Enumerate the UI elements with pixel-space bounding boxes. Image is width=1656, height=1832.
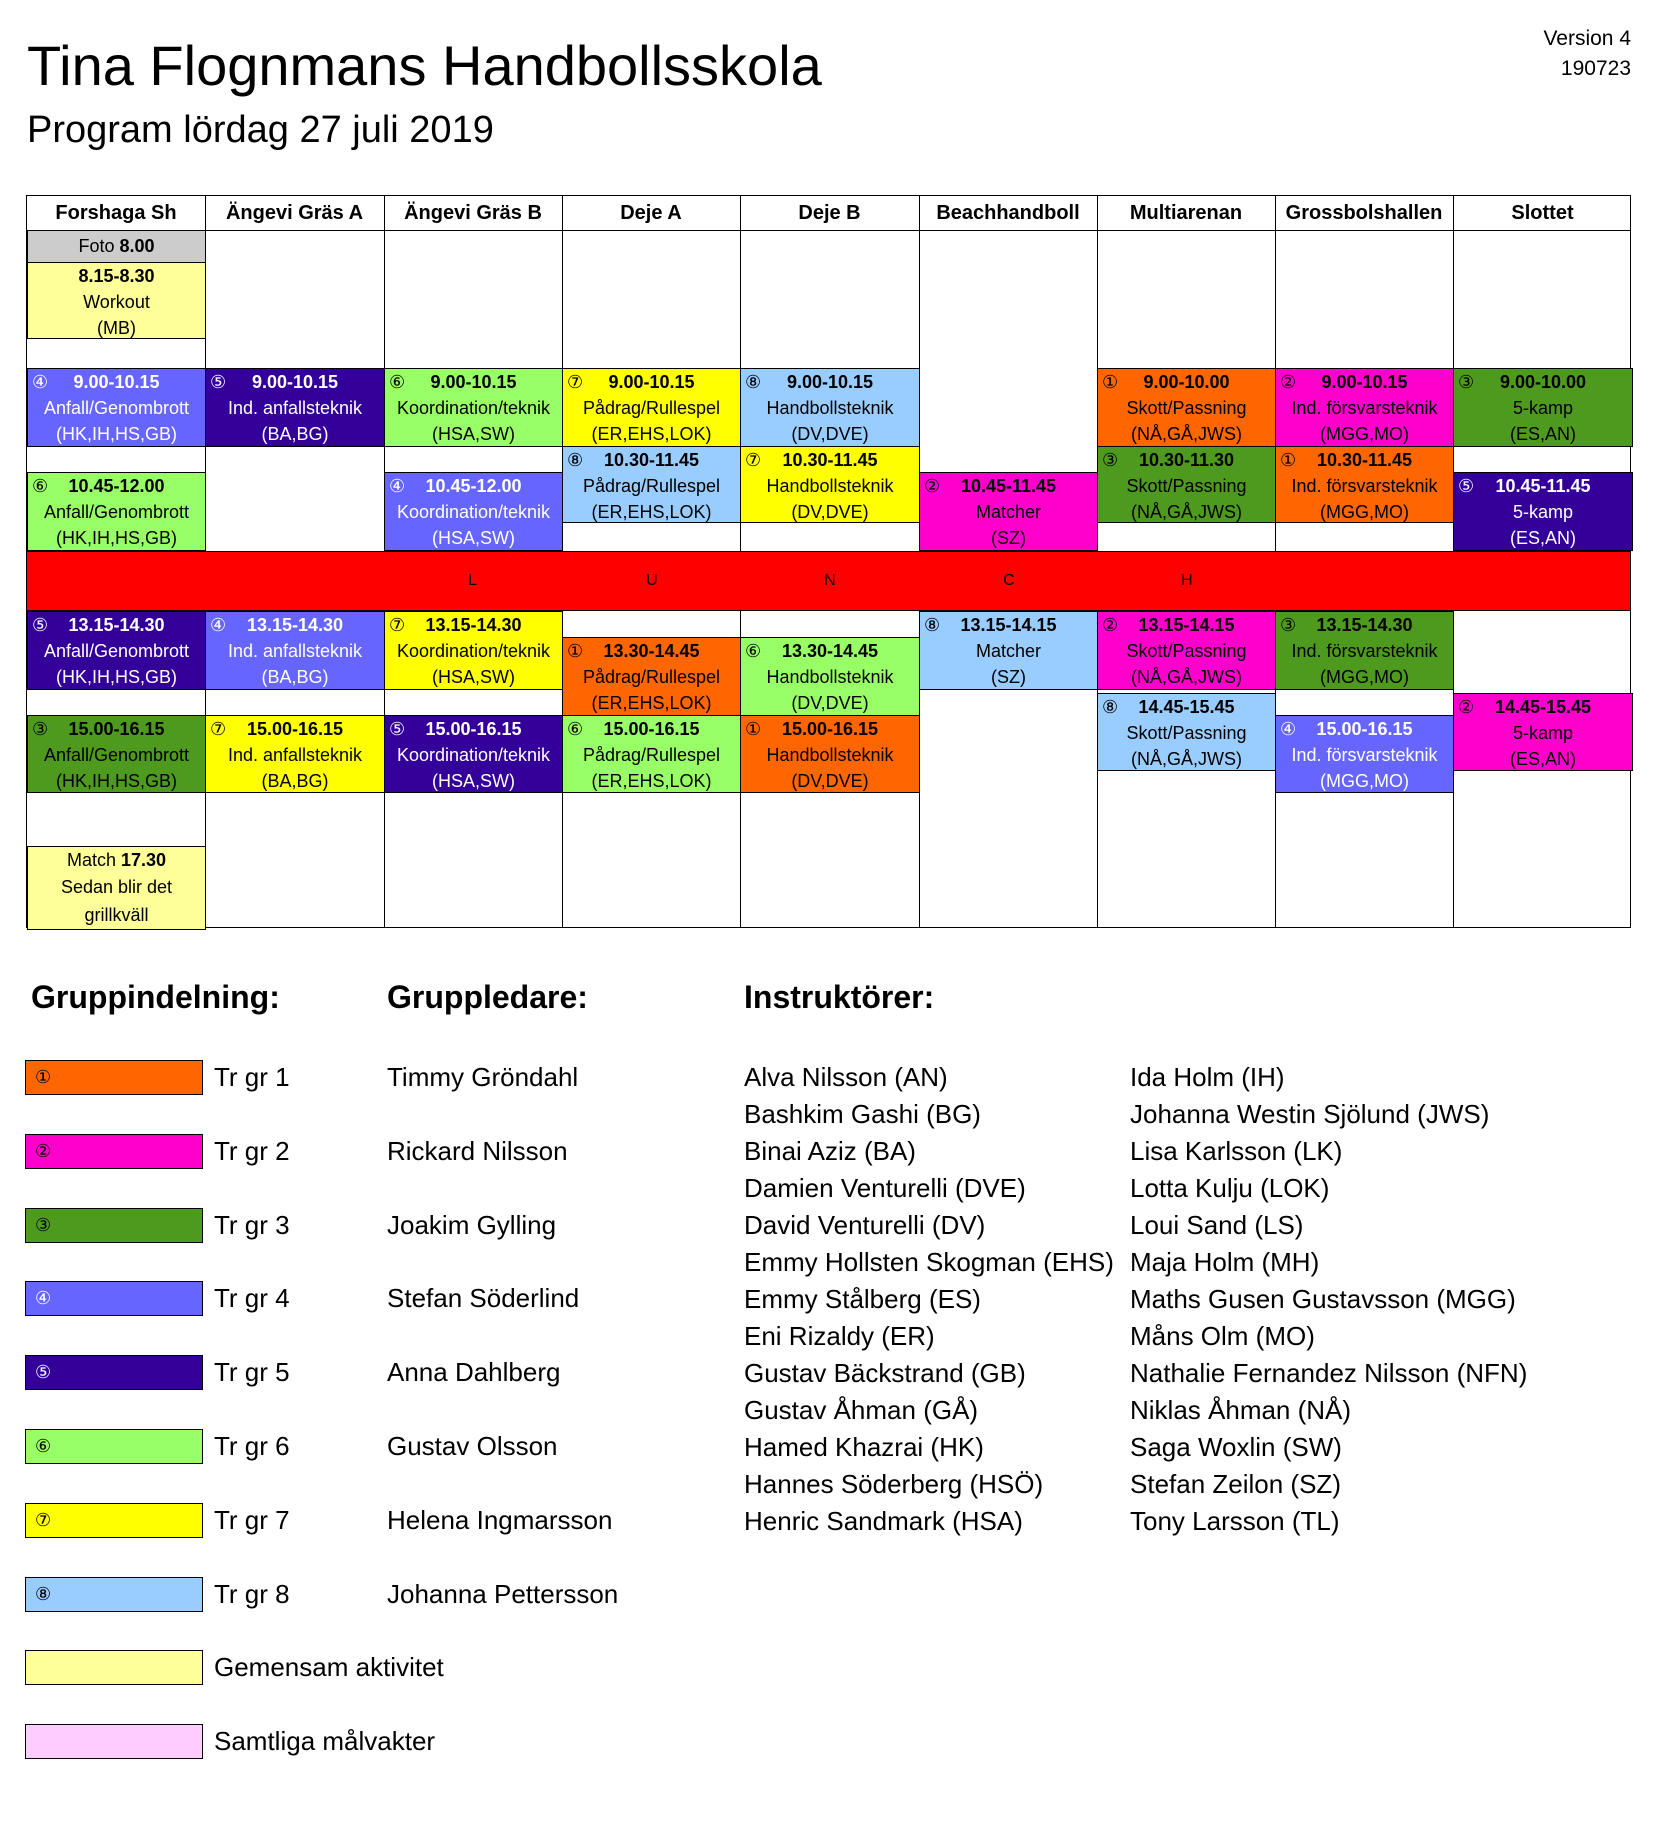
instructor-name: Nathalie Fernandez Nilsson (NFN) <box>1130 1358 1528 1388</box>
cell-activity: Handbollsteknik <box>766 398 894 418</box>
cell-activity: Match <box>66 850 116 870</box>
group-number-icon: ① <box>1102 372 1119 392</box>
group-number-icon: ③ <box>1102 450 1119 470</box>
cell-instructors: (SZ) <box>991 667 1026 687</box>
cell-instructors: (ES,AN) <box>1509 528 1576 548</box>
cell-instructors: (BA,BG) <box>261 667 329 687</box>
group-number-icon: ⑧ <box>1102 697 1119 717</box>
schedule-cell <box>27 262 206 339</box>
cell-time: 9.00-10.15 <box>251 372 339 392</box>
group-number-icon: ⑤ <box>210 372 227 392</box>
group-number-icon: ③ <box>32 719 49 739</box>
cell-activity: Matcher <box>975 641 1042 661</box>
cell-activity: Koordination/teknik <box>396 641 551 661</box>
column-header: Deje B <box>798 202 861 224</box>
cell-activity: Pådrag/Rullespel <box>582 398 721 418</box>
group-number-icon: ⑤ <box>35 1362 52 1382</box>
cell-instructors: (ER,EHS,LOK) <box>591 424 712 444</box>
instructor-name: Lisa Karlsson (LK) <box>1130 1136 1343 1166</box>
cell-time: 15.00-16.15 <box>246 719 344 739</box>
group-leader: Joakim Gylling <box>387 1210 557 1240</box>
lunch-letter: U <box>646 572 658 589</box>
cell-activity: Ind. försvarsteknik <box>1291 476 1438 496</box>
schedule-cell <box>205 368 385 447</box>
column-header: Ängevi Gräs A <box>225 202 364 224</box>
group-number-icon: ④ <box>389 476 406 496</box>
cell-activity: Foto <box>78 236 115 256</box>
cell-activity: Handbollsteknik <box>766 476 894 496</box>
legend-heading: Gruppindelning: <box>31 979 280 1015</box>
group-number-icon: ④ <box>1280 719 1297 739</box>
cell-time: 9.00-10.00 <box>1499 372 1587 392</box>
page-subtitle: Program lördag 27 juli 2019 <box>27 109 494 151</box>
cell-activity: Matcher <box>975 502 1042 522</box>
schedule-cell <box>1275 446 1454 523</box>
cell-activity: Ind. försvarsteknik <box>1291 641 1438 661</box>
legend-label: Tr gr 4 <box>214 1283 290 1313</box>
cell-instructors: (SZ) <box>991 528 1026 548</box>
instructor-name: Bashkim Gashi (BG) <box>744 1099 981 1129</box>
instructor-name: Alva Nilsson (AN) <box>744 1062 948 1092</box>
cell-note: Sedan blir det grillkväll <box>60 877 173 925</box>
schedule-cell <box>562 637 741 717</box>
lunch-band <box>27 551 1630 611</box>
cell-instructors: (MGG,MO) <box>1320 667 1409 687</box>
group-number-icon: ⑥ <box>32 476 49 496</box>
legend-swatch <box>25 1060 203 1095</box>
instructor-name: Eni Rizaldy (ER) <box>744 1321 935 1351</box>
instructor-name: Måns Olm (MO) <box>1130 1321 1315 1351</box>
schedule-cell <box>27 715 206 793</box>
group-leader: Helena Ingmarsson <box>387 1505 613 1535</box>
instructor-name: Damien Venturelli (DVE) <box>744 1173 1026 1203</box>
cell-time: 13.15-14.30 <box>68 615 165 635</box>
cell-time: 10.30-11.45 <box>1316 450 1413 470</box>
page-title: Tina Flognmans Handbollsskola <box>27 34 822 97</box>
schedule-cell <box>562 368 741 447</box>
instructor-name: Maths Gusen Gustavsson (MGG) <box>1130 1284 1516 1314</box>
legend-swatch <box>25 1281 203 1316</box>
cell-activity: Pådrag/Rullespel <box>582 476 721 496</box>
group-number-icon: ⑧ <box>745 372 762 392</box>
group-number-icon: ② <box>924 476 941 496</box>
legend-swatch <box>25 1429 203 1464</box>
column-header: Beachhandboll <box>936 202 1080 224</box>
column-header: Ängevi Gräs B <box>404 202 542 224</box>
cell-activity: Pådrag/Rullespel <box>582 745 721 765</box>
cell-time: 10.45-12.00 <box>425 476 522 496</box>
group-number-icon: ⑦ <box>389 615 406 635</box>
cell-activity: Anfall/Genombrott <box>43 641 190 661</box>
schedule-cell <box>1275 368 1454 447</box>
instructor-name: Niklas Åhman (NÅ) <box>1130 1395 1352 1425</box>
schedule-cell <box>384 611 563 690</box>
group-number-icon: ① <box>567 641 584 661</box>
cell-time: 17.30 <box>121 850 167 870</box>
group-leader: Stefan Söderlind <box>387 1283 580 1313</box>
group-number-icon: ④ <box>35 1288 52 1308</box>
cell-time: 9.00-10.15 <box>1321 372 1408 392</box>
cell-activity: 5-kamp <box>1512 398 1574 418</box>
group-number-icon: ③ <box>1458 372 1475 392</box>
group-number-icon: ⑤ <box>389 719 406 739</box>
group-leader: Johanna Pettersson <box>387 1579 619 1609</box>
cell-time: 13.15-14.30 <box>425 615 522 635</box>
instructor-name: Hannes Söderberg (HSÖ) <box>744 1469 1044 1499</box>
schedule-cell <box>919 611 1098 690</box>
cell-time: 13.15-14.15 <box>960 615 1057 635</box>
cell-instructors: (HSA,SW) <box>432 528 515 548</box>
cell-time: 14.45-15.45 <box>1494 697 1592 717</box>
cell-activity: Pådrag/Rullespel <box>582 667 721 687</box>
group-number-icon: ④ <box>32 372 49 392</box>
cell-instructors: (MB) <box>97 318 136 338</box>
cell-activity: Handbollsteknik <box>766 745 894 765</box>
cell-time: 9.00-10.00 <box>1143 372 1230 392</box>
instructors-heading: Instruktörer: <box>744 979 935 1015</box>
schedule-cell <box>1097 611 1276 690</box>
group-number-icon: ⑧ <box>924 615 941 635</box>
cell-instructors: (HSA,SW) <box>432 424 515 444</box>
schedule-cell <box>1097 446 1276 523</box>
cell-instructors: (DV,DVE) <box>791 502 869 522</box>
cell-time: 8.15-8.30 <box>78 266 155 286</box>
cell-time: 9.00-10.15 <box>608 372 695 392</box>
cell-time: 10.30-11.45 <box>603 450 700 470</box>
cell-time: 15.00-16.15 <box>781 719 879 739</box>
cell-instructors: (DV,DVE) <box>791 693 869 713</box>
group-number-icon: ① <box>745 719 762 739</box>
cell-activity: Skott/Passning <box>1126 723 1247 743</box>
cell-instructors: (HK,IH,HS,GB) <box>55 424 177 444</box>
cell-instructors: (HK,IH,HS,GB) <box>55 771 177 791</box>
version-number: Version 4 <box>1543 27 1631 50</box>
legend-label: Tr gr 7 <box>214 1505 290 1535</box>
instructor-name: Lotta Kulju (LOK) <box>1130 1173 1330 1203</box>
cell-activity: 5-kamp <box>1512 502 1574 522</box>
group-number-icon: ② <box>1280 372 1297 392</box>
instructor-name: Gustav Åhman (GÅ) <box>744 1395 979 1425</box>
schedule-cell <box>562 715 741 793</box>
cell-time: 10.45-11.45 <box>1495 476 1591 496</box>
schedule-cell <box>27 472 206 551</box>
legend-swatch <box>25 1355 203 1390</box>
instructor-name: Binai Aziz (BA) <box>744 1136 916 1166</box>
cell-time: 8.00 <box>119 236 155 256</box>
cell-activity: Ind. försvarsteknik <box>1291 398 1438 418</box>
cell-time: 9.00-10.15 <box>430 372 517 392</box>
lunch-letter: H <box>1181 572 1193 589</box>
lunch-letter: L <box>468 572 478 589</box>
version-info <box>1543 24 1631 84</box>
lunch-letter: N <box>824 572 836 589</box>
cell-activity: Ind. försvarsteknik <box>1291 745 1438 765</box>
instructor-name: David Venturelli (DV) <box>744 1210 986 1240</box>
cell-instructors: (BA,BG) <box>261 771 329 791</box>
cell-instructors: (HSA,SW) <box>432 667 515 687</box>
schedule-cell <box>27 230 206 263</box>
schedule-cell <box>205 715 385 793</box>
group-leader: Anna Dahlberg <box>387 1357 561 1387</box>
cell-activity: Ind. anfallsteknik <box>227 641 363 661</box>
cell-instructors: (MGG,MO) <box>1320 502 1409 522</box>
cell-instructors: (MGG,MO) <box>1320 771 1409 791</box>
cell-activity: Anfall/Genombrott <box>43 398 190 418</box>
cell-instructors: (NÅ,GÅ,JWS) <box>1131 502 1242 522</box>
cell-instructors: (ER,EHS,LOK) <box>591 693 712 713</box>
schedule-cell <box>384 715 563 793</box>
column-header: Forshaga Sh <box>55 202 177 224</box>
schedule-cell <box>919 472 1098 551</box>
cell-instructors: (HSA,SW) <box>432 771 515 791</box>
schedule-cell <box>1275 715 1454 793</box>
cell-instructors: (NÅ,GÅ,JWS) <box>1131 667 1242 687</box>
group-number-icon: ① <box>1280 450 1297 470</box>
group-number-icon: ① <box>35 1067 52 1087</box>
schedule-cell <box>1453 693 1633 771</box>
cell-instructors: (HK,IH,HS,GB) <box>55 667 177 687</box>
group-number-icon: ⑦ <box>35 1510 52 1530</box>
schedule-cell <box>740 446 920 523</box>
instructor-name: Tony Larsson (TL) <box>1130 1506 1340 1536</box>
instructor-name: Henric Sandmark (HSA) <box>744 1506 1023 1536</box>
group-number-icon: ⑧ <box>35 1584 52 1604</box>
column-header: Deje A <box>620 202 682 224</box>
cell-time: 9.00-10.15 <box>786 372 874 392</box>
instructor-name: Hamed Khazrai (HK) <box>744 1432 984 1462</box>
group-number-icon: ⑦ <box>567 372 584 392</box>
legend-label: Gemensam aktivitet <box>214 1652 444 1682</box>
cell-time: 15.00-16.15 <box>603 719 700 739</box>
cell-time: 13.15-14.30 <box>1316 615 1413 635</box>
group-number-icon: ④ <box>210 615 227 635</box>
schedule-cell <box>740 715 920 793</box>
group-leader: Gustav Olsson <box>387 1431 558 1461</box>
group-number-icon: ③ <box>1280 615 1297 635</box>
cell-instructors: (ES,AN) <box>1509 749 1576 769</box>
cell-activity: 5-kamp <box>1512 723 1574 743</box>
cell-time: 13.15-14.15 <box>1138 615 1235 635</box>
legend-swatch <box>25 1503 203 1538</box>
cell-instructors: (DV,DVE) <box>791 424 869 444</box>
instructor-name: Saga Woxlin (SW) <box>1130 1432 1342 1462</box>
cell-activity: Anfall/Genombrott <box>43 502 190 522</box>
leaders-heading: Gruppledare: <box>387 979 588 1015</box>
instructor-name: Johanna Westin Sjölund (JWS) <box>1130 1099 1490 1129</box>
legend-swatch <box>25 1208 203 1243</box>
cell-time: 10.30-11.45 <box>782 450 878 470</box>
schedule-cell <box>1453 368 1633 447</box>
cell-activity: Koordination/teknik <box>396 502 551 522</box>
cell-time: 13.30-14.45 <box>603 641 700 661</box>
cell-activity: Workout <box>83 292 150 312</box>
group-leader: Rickard Nilsson <box>387 1136 568 1166</box>
schedule-grid <box>26 195 1631 928</box>
cell-instructors: (NÅ,GÅ,JWS) <box>1131 749 1242 769</box>
instructor-name: Emmy Stålberg (ES) <box>744 1284 981 1314</box>
cell-time: 10.45-11.45 <box>960 476 1057 496</box>
instructor-name: Stefan Zeilon (SZ) <box>1130 1469 1341 1499</box>
legend-swatch <box>25 1134 203 1169</box>
schedule-cell <box>384 368 563 447</box>
schedule-cell <box>1275 611 1454 690</box>
version-date: 190723 <box>1560 57 1631 80</box>
cell-activity: Koordination/teknik <box>396 745 551 765</box>
group-number-icon: ⑤ <box>1458 476 1475 496</box>
cell-instructors: (DV,DVE) <box>791 771 869 791</box>
schedule-cell <box>27 846 206 930</box>
group-number-icon: ⑤ <box>32 615 49 635</box>
instructor-name: Gustav Bäckstrand (GB) <box>744 1358 1026 1388</box>
group-number-icon: ⑦ <box>210 719 227 739</box>
schedule-cell <box>27 611 206 690</box>
cell-time: 10.30-11.30 <box>1138 450 1235 470</box>
schedule-cell <box>740 368 920 447</box>
legend-label: Tr gr 5 <box>214 1357 290 1387</box>
column-header: Grossbolshallen <box>1285 202 1443 224</box>
schedule-cell <box>1097 368 1276 447</box>
cell-instructors: (HK,IH,HS,GB) <box>55 528 177 548</box>
cell-time: 15.00-16.15 <box>1316 719 1413 739</box>
cell-activity: Skott/Passning <box>1126 476 1247 496</box>
legend-label: Tr gr 8 <box>214 1579 290 1609</box>
schedule-cell <box>27 368 206 447</box>
group-number-icon: ② <box>1102 615 1119 635</box>
cell-time: 13.30-14.45 <box>781 641 879 661</box>
legend-swatch <box>25 1577 203 1612</box>
cell-time: 15.00-16.15 <box>425 719 522 739</box>
schedule-cell <box>384 472 563 551</box>
cell-activity: Skott/Passning <box>1126 398 1247 418</box>
group-number-icon: ⑥ <box>745 641 762 661</box>
instructor-name: Emmy Hollsten Skogman (EHS) <box>744 1247 1114 1277</box>
group-number-icon: ⑧ <box>567 450 584 470</box>
cell-instructors: (ES,AN) <box>1509 424 1576 444</box>
group-number-icon: ③ <box>35 1215 52 1235</box>
group-number-icon: ⑥ <box>35 1436 52 1456</box>
column-header: Multiarenan <box>1129 202 1243 224</box>
cell-instructors: (ER,EHS,LOK) <box>591 502 712 522</box>
cell-activity: Anfall/Genombrott <box>43 745 190 765</box>
group-number-icon: ② <box>1458 697 1475 717</box>
header-divider <box>27 230 1630 231</box>
cell-instructors: (MGG,MO) <box>1320 424 1409 444</box>
group-number-icon: ② <box>35 1141 52 1161</box>
cell-instructors: (BA,BG) <box>261 424 329 444</box>
cell-instructors: (NÅ,GÅ,JWS) <box>1131 424 1242 444</box>
legend-label: Tr gr 6 <box>214 1431 290 1461</box>
lunch-letter: C <box>1003 572 1015 589</box>
group-number-icon: ⑦ <box>745 450 762 470</box>
cell-time: 14.45-15.45 <box>1138 697 1235 717</box>
cell-activity: Ind. anfallsteknik <box>227 398 363 418</box>
instructor-name: Loui Sand (LS) <box>1130 1210 1304 1240</box>
legend-label: Samtliga målvakter <box>214 1726 436 1756</box>
schedule-cell <box>1097 693 1276 771</box>
group-leader: Timmy Gröndahl <box>387 1062 579 1092</box>
cell-activity: Ind. anfallsteknik <box>227 745 363 765</box>
instructor-name: Maja Holm (MH) <box>1130 1247 1320 1277</box>
legend-label: Tr gr 3 <box>214 1210 290 1240</box>
schedule-cell <box>1453 472 1633 551</box>
column-header: Slottet <box>1511 202 1574 224</box>
schedule-cell <box>740 637 920 717</box>
schedule-cell <box>205 611 385 690</box>
cell-time: 13.15-14.30 <box>246 615 344 635</box>
instructor-name: Ida Holm (IH) <box>1130 1062 1285 1092</box>
legend-label: Tr gr 1 <box>214 1062 290 1092</box>
schedule-cell <box>562 446 741 523</box>
legend-swatch <box>25 1724 203 1759</box>
cell-time: 9.00-10.15 <box>73 372 160 392</box>
cell-activity: Handbollsteknik <box>766 667 894 687</box>
group-number-icon: ⑥ <box>389 372 406 392</box>
cell-time: 15.00-16.15 <box>68 719 165 739</box>
legend-swatch <box>25 1650 203 1685</box>
cell-activity: Skott/Passning <box>1126 641 1247 661</box>
cell-instructors: (ER,EHS,LOK) <box>591 771 712 791</box>
legend-label: Tr gr 2 <box>214 1136 290 1166</box>
cell-time: 10.45-12.00 <box>68 476 165 496</box>
group-number-icon: ⑥ <box>567 719 584 739</box>
cell-activity: Koordination/teknik <box>396 398 551 418</box>
